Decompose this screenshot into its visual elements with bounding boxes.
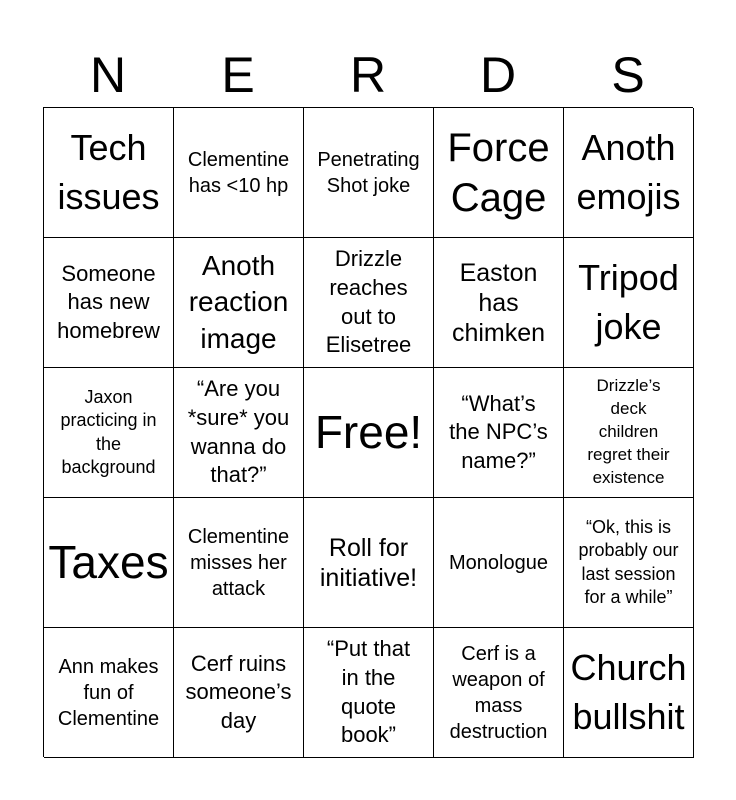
- bingo-cell-text: Free!: [314, 406, 423, 459]
- bingo-cell[interactable]: [174, 368, 304, 498]
- bingo-cell-text: Cerf ruins someone’s day: [185, 650, 292, 733]
- bingo-cell-text: Clementine has <10 hp: [187, 148, 290, 197]
- bingo-cell[interactable]: [564, 368, 694, 498]
- bingo-cell-text: Clementine misses her attack: [187, 525, 290, 600]
- bingo-cell[interactable]: [564, 628, 694, 758]
- bingo-cell[interactable]: [44, 628, 174, 758]
- bingo-cell[interactable]: [44, 238, 174, 368]
- bingo-cell-text: Ann makes fun of Clementine: [57, 655, 160, 730]
- bingo-grid: [43, 107, 693, 757]
- bingo-cell[interactable]: [44, 498, 174, 628]
- bingo-cell-text: Taxes: [48, 536, 169, 589]
- bingo-cell-free[interactable]: [304, 368, 434, 498]
- bingo-cell[interactable]: [434, 108, 564, 238]
- bingo-cell[interactable]: [564, 498, 694, 628]
- bingo-cell[interactable]: [174, 238, 304, 368]
- bingo-cell-text: Drizzle reaches out to Elisetree: [325, 246, 412, 358]
- header-letter-d: D: [479, 47, 517, 103]
- bingo-cell-text: “Ok, this is probably our last session for a while”: [578, 516, 679, 607]
- bingo-cell-text: Roll for initiative!: [319, 533, 418, 592]
- bingo-header: [43, 44, 693, 106]
- bingo-cell-text: Tripod joke: [578, 256, 679, 347]
- bingo-cell-text: “Put that in the quote book”: [326, 636, 411, 748]
- bingo-cell-text: Jaxon practicing in the background: [60, 386, 157, 477]
- bingo-cell[interactable]: [174, 108, 304, 238]
- header-letter-e: E: [221, 47, 255, 103]
- bingo-cell-text: Anoth emojis: [576, 126, 681, 217]
- bingo-cell[interactable]: [564, 108, 694, 238]
- bingo-cell-text: Penetrating Shot joke: [317, 148, 420, 197]
- bingo-cell[interactable]: [304, 628, 434, 758]
- bingo-cell[interactable]: [434, 238, 564, 368]
- bingo-cell-text: Drizzle’s deck children regret their existence: [587, 376, 670, 487]
- bingo-cell-text: Tech issues: [57, 126, 160, 217]
- bingo-cell[interactable]: [304, 238, 434, 368]
- header-letter-n: N: [89, 47, 127, 103]
- bingo-cell[interactable]: [434, 368, 564, 498]
- bingo-cell[interactable]: [174, 498, 304, 628]
- bingo-cell[interactable]: [44, 108, 174, 238]
- bingo-cell[interactable]: [564, 238, 694, 368]
- bingo-cell-text: Church bullshit: [570, 646, 687, 737]
- bingo-cell[interactable]: [304, 108, 434, 238]
- bingo-cell-text: Cerf is a weapon of mass destruction: [449, 642, 548, 743]
- bingo-cell-text: “What’s the NPC’s name?”: [449, 390, 548, 473]
- bingo-cell[interactable]: [304, 498, 434, 628]
- bingo-cell-text: Monologue: [449, 551, 548, 574]
- bingo-cell[interactable]: [434, 628, 564, 758]
- bingo-cell-text: “Are you *sure* you wanna do that?”: [187, 376, 290, 488]
- bingo-cell-text: Anoth reaction image: [188, 249, 289, 354]
- bingo-cell-text: Easton has chimken: [451, 258, 546, 347]
- header-letter-r: R: [349, 47, 387, 103]
- header-letter-s: S: [611, 47, 645, 103]
- bingo-cell-text: Force Cage: [447, 125, 550, 220]
- bingo-cell[interactable]: [434, 498, 564, 628]
- bingo-cell[interactable]: [44, 368, 174, 498]
- bingo-cell[interactable]: [174, 628, 304, 758]
- bingo-cell-text: Someone has new homebrew: [57, 260, 160, 343]
